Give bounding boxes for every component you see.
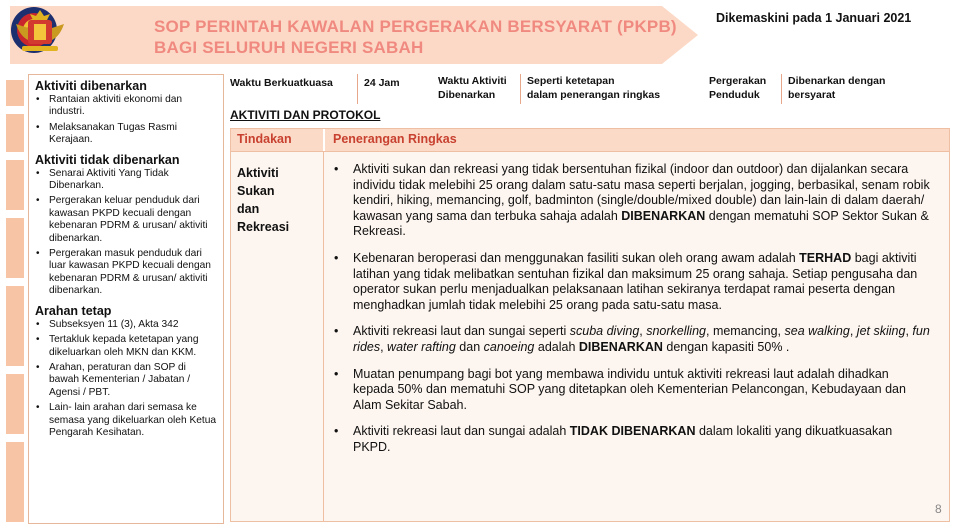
italic-text: canoeing — [483, 339, 535, 354]
list-item: • Pergerakan keluar penduduk dari kawasan PKPD kecuali dengan kebenaran PDRM & urusan/ aktiviti dibenarkan. — [35, 195, 217, 245]
list-item — [331, 162, 931, 240]
hours-label: Waktu Berkuatkuasa — [230, 77, 333, 89]
title-banner — [10, 6, 690, 64]
activity-name-line: Sukan — [237, 184, 275, 198]
column-header-description: Penerangan Ringkas — [333, 132, 457, 146]
text: dan — [455, 339, 484, 354]
page-number: 8 — [935, 502, 942, 516]
strip-block — [6, 114, 24, 152]
list-item — [331, 424, 931, 455]
list-item: • Melaksanakan Tugas Rasmi Kerajaan. — [35, 122, 217, 147]
header — [0, 0, 960, 68]
italic-text: snorkelling — [646, 324, 706, 339]
italic-text: jet skiing — [856, 324, 906, 339]
strip-block — [6, 374, 24, 434]
movement-label-line: Penduduk — [709, 89, 760, 101]
list-item: • Arahan, peraturan dan SOP di bawah Kementerian / Jabatan / Agensi / PBT. — [35, 362, 217, 399]
text: Kebenaran beroperasi dan menggunakan fasiliti sukan oleh orang awam adalah — [353, 250, 800, 265]
text: dengan mematuhi SOP Sektor Sukan & Rekreasi. — [353, 208, 929, 239]
title-line-1: SOP PERINTAH KAWALAN PERGERAKAN BERSYARAT (PKPB) — [154, 17, 677, 36]
info-row — [230, 74, 952, 108]
bold-text: TERHAD — [799, 250, 852, 265]
not-allowed-list — [35, 168, 217, 298]
text: , — [849, 324, 857, 339]
not-allowed-heading: Aktiviti tidak dibenarkan — [35, 152, 180, 167]
section-title: AKTIVITI DAN PROTOKOL — [230, 108, 381, 122]
italic-text: fun rides — [353, 324, 930, 354]
hours-value — [357, 74, 400, 104]
activity-time-value-line: dalam penerangan ringkas — [527, 89, 661, 101]
activity-time-label — [438, 74, 507, 102]
header-divider — [323, 129, 325, 151]
list-item: • Senarai Aktiviti Yang Tidak Dibenarkan. — [35, 168, 217, 193]
list-item: • Lain- lain arahan dari semasa ke semasa yang dikeluarkan oleh Ketua Pengarah Kesihatan. — [35, 402, 217, 439]
italic-text: sea walking — [784, 324, 850, 339]
activity-time-value-line: Seperti ketetapan — [527, 75, 615, 87]
bold-text: DIBENARKAN — [621, 208, 706, 223]
bold-text: TIDAK DIBENARKAN — [569, 424, 696, 439]
text: dengan kapasiti 50% . — [662, 339, 790, 354]
directives-heading: Arahan tetap — [35, 303, 112, 318]
table-body — [230, 152, 950, 522]
activity-name-line: dan — [237, 202, 260, 216]
directives-list — [35, 319, 217, 440]
list-item: • Tertakluk kepada ketetapan yang dikeluarkan oleh MKN dan KKM. — [35, 334, 217, 359]
movement-value-line: Dibenarkan dengan — [788, 75, 886, 87]
allowed-heading: Aktiviti dibenarkan — [35, 79, 147, 93]
column-divider — [323, 152, 324, 522]
strip-block — [6, 218, 24, 278]
sidebar — [28, 74, 224, 524]
allowed-list — [35, 94, 217, 147]
activity-time-label-line: Dibenarkan — [438, 89, 496, 101]
hours-value-text: 24 Jam — [364, 77, 400, 89]
strip-block — [6, 80, 24, 106]
list-item: • Pergerakan masuk penduduk dari luar kawasan PKPD kecuali dengan kebenaran PDRM & urusan/ aktiviti dibenarkan. — [35, 248, 217, 298]
column-header-action: Tindakan — [237, 132, 292, 146]
list-item: • Subseksyen 11 (3), Akta 342 — [35, 319, 217, 331]
text: dalam lokaliti yang dikuatkuasakan PKPD. — [353, 424, 893, 454]
updated-date: Dikemaskini pada 1 Januari 2021 — [716, 11, 912, 25]
page-title — [154, 16, 677, 58]
malaysia-crest-icon — [10, 6, 70, 54]
list-item — [331, 251, 931, 313]
text: , — [639, 324, 647, 339]
activity-name-line: Rekreasi — [237, 220, 290, 234]
movement-value-line: bersyarat — [788, 89, 836, 101]
text: adalah — [534, 339, 579, 354]
movement-label — [709, 74, 766, 102]
bold-text: DIBENARKAN — [578, 339, 663, 354]
description-list — [331, 162, 931, 467]
strip-block — [6, 160, 24, 210]
strip-block — [6, 286, 24, 366]
activity-name — [237, 164, 317, 236]
text: , — [380, 339, 388, 354]
text: Aktiviti rekreasi laut dan sungai seperti — [353, 324, 570, 339]
list-item: • Muatan penumpang bagi bot yang membawa individu untuk aktiviti rekreasi laut adalah dihadkan kepada 50% dan mematuhi SOP yang ditetapkan oleh Kementerian Pelancongan, Kebudayaan dan Alam Sekitar Sabah. — [331, 367, 931, 414]
text: , memancing, — [706, 324, 785, 339]
text: bagi aktiviti latihan yang tidak melibatkan sentuhan fizikal dan maksimum 25 orang sahaja. Setiap pengusaha dan operator sukan perlu menjadualkan pelaksanaan latihan sekiranya terdapat ramai peserta dengan menghadkan jumlah tidak melebihi 25 orang pada satu-satu masa. — [353, 250, 918, 312]
title-line-2: BAGI SELURUH NEGERI SABAH — [154, 38, 424, 57]
list-item: • Rantaian aktiviti ekonomi dan industri. — [35, 94, 217, 119]
activity-name-line: Aktiviti — [237, 166, 279, 180]
text: Aktiviti rekreasi laut dan sungai adalah — [353, 424, 570, 439]
strip-block — [6, 442, 24, 522]
italic-text: water rafting — [387, 339, 456, 354]
list-item — [331, 324, 931, 355]
movement-label-line: Pergerakan — [709, 75, 767, 87]
movement-value — [781, 74, 885, 104]
activity-time-label-line: Waktu Aktiviti — [438, 75, 507, 87]
text: , — [905, 324, 913, 339]
left-decorative-strip — [0, 68, 28, 526]
italic-text: scuba diving — [569, 324, 640, 339]
activity-time-value — [520, 74, 660, 104]
table-header — [230, 128, 950, 152]
text: Aktiviti sukan dan rekreasi yang tidak bersentuhan fizikal (indoor dan outdoor) dan dijalankan secara individu tidak melebihi 25 orang dalam satu-satu masa seperti berjalan, jogging, berbasikal, senam robik kendiri, hiking, memancing, golf, badminton (single/double/mixed double) dan lain-lain di dalam daerah/ kawasan yang sama dan terbuka sahaja adalah — [353, 162, 930, 223]
